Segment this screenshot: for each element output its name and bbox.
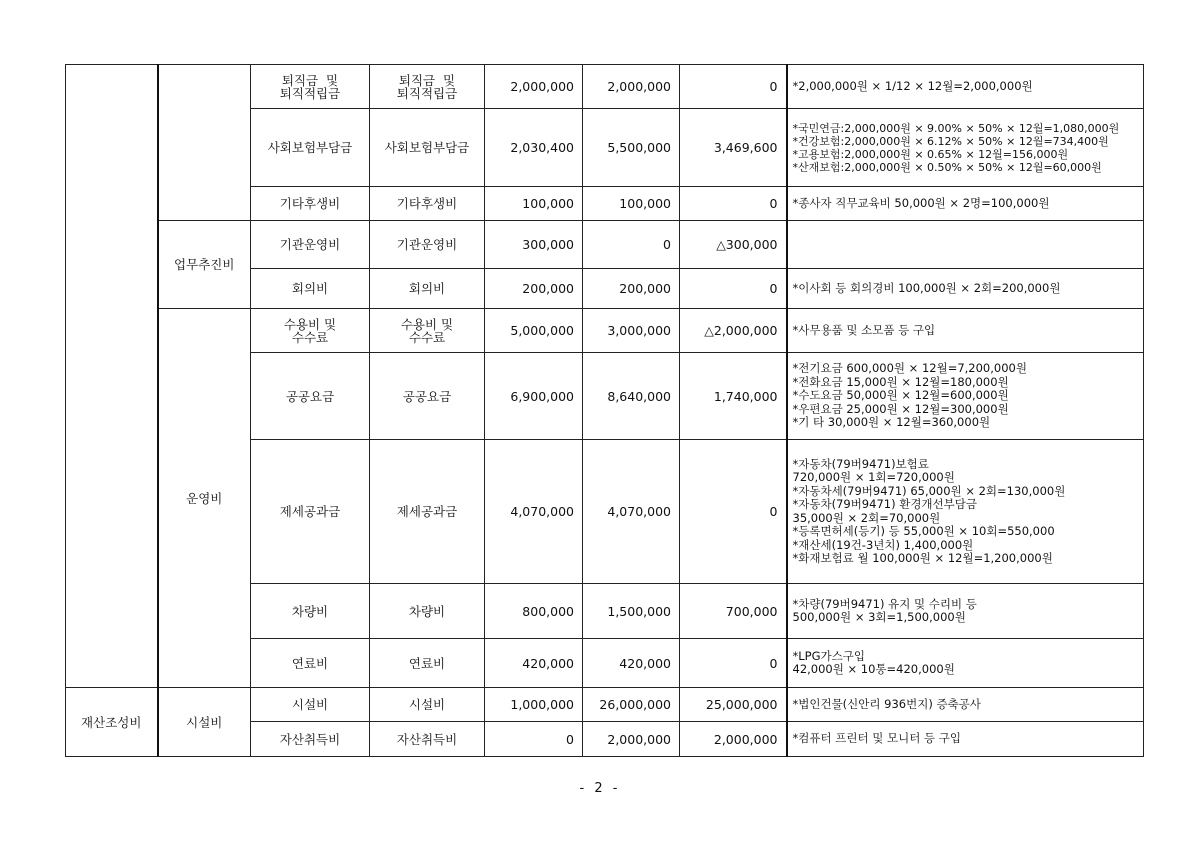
note-line: *종사자 직무교육비 50,000원 × 2명=100,000원 bbox=[792, 195, 1050, 210]
amount-current: 8,640,000 bbox=[583, 353, 680, 440]
note-line: *사무용품 및 소모품 등 구입 bbox=[792, 322, 936, 337]
amount-difference: △2,000,000 bbox=[680, 309, 787, 353]
note-line: *수도요금 50,000원 × 12월=600,000원 bbox=[792, 388, 1009, 403]
amount-difference: 3,469,600 bbox=[680, 109, 787, 187]
calculation-note bbox=[787, 269, 1144, 309]
note-line: *2,000,000원 × 1/12 × 12월=2,000,000원 bbox=[792, 78, 1033, 93]
note-line: *자동차세(79버9471) 65,000원 × 2회=130,000원 bbox=[792, 483, 1066, 498]
item-name: 기타후생비 bbox=[251, 187, 370, 221]
category-name: 재산조성비 bbox=[66, 688, 158, 757]
item-name: 연료비 bbox=[251, 639, 370, 688]
amount-previous: 6,900,000 bbox=[485, 353, 583, 440]
detail-name: 기타후생비 bbox=[370, 187, 485, 221]
detail-name: 시설비 bbox=[370, 688, 485, 722]
detail-name: 제세공과금 bbox=[370, 440, 485, 584]
note-line: 42,000원 × 10통=420,000원 bbox=[792, 662, 955, 676]
note-line: *재산세(19건-3년치) 1,400,000원 bbox=[792, 537, 974, 552]
note-line: *LPG가스구입 bbox=[792, 648, 865, 663]
detail-name: 기관운영비 bbox=[370, 221, 485, 269]
note-line: *기 타 30,000원 × 12월=360,000원 bbox=[792, 415, 991, 430]
calculation-note bbox=[787, 688, 1144, 722]
amount-previous: 0 bbox=[485, 722, 583, 757]
amount-previous: 5,000,000 bbox=[485, 309, 583, 353]
subcategory-cell-empty bbox=[158, 65, 251, 221]
detail-name: 회의비 bbox=[370, 269, 485, 309]
amount-difference: 700,000 bbox=[680, 584, 787, 639]
amount-difference: 0 bbox=[680, 440, 787, 584]
note-line: *고용보험:2,000,000원 × 0.65% × 12월=156,000원 bbox=[792, 147, 1069, 161]
calculation-note bbox=[787, 187, 1144, 221]
category-cell-empty bbox=[66, 65, 158, 688]
calculation-note bbox=[787, 440, 1144, 584]
item-name: 수용비 및 수수료 bbox=[251, 309, 370, 353]
item-name: 차량비 bbox=[251, 584, 370, 639]
item-name: 제세공과금 bbox=[251, 440, 370, 584]
subcategory-name: 운영비 bbox=[158, 309, 251, 688]
amount-current: 0 bbox=[583, 221, 680, 269]
amount-difference: 0 bbox=[680, 187, 787, 221]
note-line: *법인건물(신안리 936번지) 증축공사 bbox=[792, 696, 981, 711]
note-line: *화재보험료 월 100,000원 × 12월=1,200,000원 bbox=[792, 551, 1053, 565]
note-line: *자동차(79버9471) 환경개선부담금 bbox=[792, 497, 977, 511]
note-line: 500,000원 × 3회=1,500,000원 bbox=[792, 610, 966, 624]
amount-difference: 0 bbox=[680, 65, 787, 109]
calculation-note bbox=[787, 584, 1144, 639]
calculation-note bbox=[787, 65, 1144, 109]
note-line: 720,000원 × 1회=720,000원 bbox=[792, 470, 955, 484]
note-line: *국민연금:2,000,000원 × 9.00% × 50% × 12월=1,080,000원 bbox=[792, 121, 1120, 135]
item-name: 회의비 bbox=[251, 269, 370, 309]
amount-difference: △300,000 bbox=[680, 221, 787, 269]
item-name: 자산취득비 bbox=[251, 722, 370, 757]
subcategory-name: 시설비 bbox=[158, 688, 251, 757]
calculation-note bbox=[787, 722, 1144, 757]
amount-current: 2,000,000 bbox=[583, 722, 680, 757]
calculation-note bbox=[787, 639, 1144, 688]
table-row bbox=[66, 65, 1144, 109]
calculation-note bbox=[787, 353, 1144, 440]
note-line: *건강보험:2,000,000원 × 6.12% × 50% × 12월=734,400원 bbox=[792, 134, 1109, 148]
amount-previous: 100,000 bbox=[485, 187, 583, 221]
item-name: 퇴직금 및 퇴직적립금 bbox=[251, 65, 370, 109]
amount-previous: 420,000 bbox=[485, 639, 583, 688]
item-name: 시설비 bbox=[251, 688, 370, 722]
amount-current: 4,070,000 bbox=[583, 440, 680, 584]
page-number: - 2 - bbox=[579, 781, 621, 796]
calculation-note bbox=[787, 109, 1144, 187]
amount-difference: 0 bbox=[680, 269, 787, 309]
note-line: *이사회 등 회의경비 100,000원 × 2회=200,000원 bbox=[792, 280, 1061, 295]
amount-current: 2,000,000 bbox=[583, 65, 680, 109]
amount-current: 200,000 bbox=[583, 269, 680, 309]
amount-current: 3,000,000 bbox=[583, 309, 680, 353]
note-line: *차량(79버9471) 유지 및 수리비 등 bbox=[792, 596, 977, 611]
detail-name: 자산취득비 bbox=[370, 722, 485, 757]
amount-previous: 4,070,000 bbox=[485, 440, 583, 584]
subcategory-name: 업무추진비 bbox=[158, 221, 251, 309]
item-name: 사회보험부담금 bbox=[251, 109, 370, 187]
note-line: *자동차(79버9471)보험료 bbox=[792, 456, 929, 471]
detail-name: 수용비 및 수수료 bbox=[370, 309, 485, 353]
detail-name: 공공요금 bbox=[370, 353, 485, 440]
table-row bbox=[66, 688, 1144, 722]
amount-previous: 200,000 bbox=[485, 269, 583, 309]
amount-previous: 300,000 bbox=[485, 221, 583, 269]
item-name: 공공요금 bbox=[251, 353, 370, 440]
amount-current: 420,000 bbox=[583, 639, 680, 688]
amount-difference: 1,740,000 bbox=[680, 353, 787, 440]
amount-previous: 1,000,000 bbox=[485, 688, 583, 722]
amount-difference: 25,000,000 bbox=[680, 688, 787, 722]
budget-table bbox=[65, 64, 1144, 757]
amount-previous: 800,000 bbox=[485, 584, 583, 639]
amount-current: 5,500,000 bbox=[583, 109, 680, 187]
note-line: *산재보험:2,000,000원 × 0.50% × 50% × 12월=60,000원 bbox=[792, 160, 1102, 174]
note-line: *전기요금 600,000원 × 12월=7,200,000원 bbox=[792, 361, 1027, 376]
detail-name: 퇴직금 및 퇴직적립금 bbox=[370, 65, 485, 109]
calculation-note bbox=[787, 221, 1144, 269]
note-line: *등록면허세(등기) 등 55,000원 × 10회=550,000 bbox=[792, 524, 1055, 538]
amount-difference: 2,000,000 bbox=[680, 722, 787, 757]
amount-current: 1,500,000 bbox=[583, 584, 680, 639]
note-line: *컴퓨터 프린터 및 모니터 등 구입 bbox=[792, 731, 961, 746]
detail-name: 차량비 bbox=[370, 584, 485, 639]
amount-current: 100,000 bbox=[583, 187, 680, 221]
table-row bbox=[66, 309, 1144, 353]
detail-name: 연료비 bbox=[370, 639, 485, 688]
table-row bbox=[66, 221, 1144, 269]
note-line: *우편요금 25,000원 × 12월=300,000원 bbox=[792, 401, 1009, 416]
note-line: *전화요금 15,000원 × 12월=180,000원 bbox=[792, 374, 1009, 389]
note-line: 35,000원 × 2회=70,000원 bbox=[792, 510, 941, 525]
item-name: 기관운영비 bbox=[251, 221, 370, 269]
amount-previous: 2,030,400 bbox=[485, 109, 583, 187]
calculation-note bbox=[787, 309, 1144, 353]
amount-current: 26,000,000 bbox=[583, 688, 680, 722]
amount-difference: 0 bbox=[680, 639, 787, 688]
amount-previous: 2,000,000 bbox=[485, 65, 583, 109]
detail-name: 사회보험부담금 bbox=[370, 109, 485, 187]
